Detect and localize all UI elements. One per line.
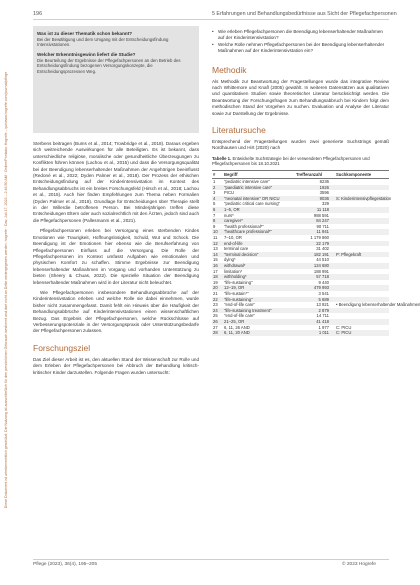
table-cell: terminal care: [224, 246, 249, 252]
info-question-1: Was ist zu dieser Thematik schon bekannt?: [37, 31, 133, 36]
table-cell: 124 680: [295, 263, 335, 269]
table-cell: "end-of-life care": [224, 313, 255, 319]
table-cell: • Beendigung lebenserhaltender Maßnahmen: [336, 302, 420, 308]
table-cell: 182 191: [295, 252, 335, 258]
table-cell: 2 879: [295, 308, 335, 314]
table-header-row: [212, 170, 389, 178]
body-paragraph: Pflegefachpersonen erleben bei Versorgung eines sterbenden Kindes Emotionen wie Traurigkeit, Hoffnungslosigkeit, Schuld, Wut und Schock. Die Beendigung ist der Emotionen hier ebenso wie die Berufserfahrung von Pflegefachpersonen Einfluss auf die Versorgung. Die Rolle der Pflegefachpersonen im Kontext umfasst Aufgaben wie emotionalen und physischen Komfort zu schaffen. Stimme Ergebnisse zur Beendigung lebenserhaltender Maßnahmen im Vorgang und vorhanden Unterstützung zu bieten (Sheery & Chuas, 2022). Die spezielle Situation der Beendigung lebenserhaltender Maßnahmen wird in der Literatur nicht beleuchtet.: [33, 228, 199, 285]
table-cell: 12–19, OR: [223, 285, 295, 291]
research-questions-list: [212, 29, 389, 55]
table-cell: 15: [213, 257, 218, 263]
body-paragraph: Als Methodik zur Beantwortung der Fragestellungen wurde das integrative Review nach Whittemore und Knafl (2005) gewählt. In weiteren Datensätzen aus qualitativen und quantitativen Studien sowie theoretischer Literatur berücksichtigt werden. Die Beantwortung der Forschungsfragen zum Behandlungsabbruch bei Kindern folgt dem methodischen Stand der Vorgehen zu suchen. Evaluation und Analyse der Literatur sowie zur Darstellung der Ergebnisse.: [212, 78, 389, 116]
table-cell: "life-sustaining": [223, 297, 295, 303]
table-cell: 8236: [319, 179, 329, 185]
page-number: 196: [33, 11, 43, 17]
table-row: [212, 330, 389, 336]
table-cell: 84 247: [295, 218, 335, 224]
table-cell: 9036: [295, 196, 335, 202]
table-cell: caregiver*: [223, 218, 295, 224]
table-cell: 90 711: [316, 223, 329, 229]
table-cell: 6, 11, 26 AND: [224, 324, 250, 330]
table-cell: 22 179: [295, 241, 335, 247]
table-cell: 19: [213, 279, 218, 285]
table-cell: 5 689: [295, 297, 335, 303]
table-cell: 3596: [319, 190, 329, 196]
body-paragraph: Entsprechend der Fragestellungen wurden zwei generierte Suchstrings gemäß Nordhausen und Hirt (2020) nach: [212, 139, 389, 151]
table-cell: 9 440: [318, 279, 329, 285]
table-cell: 21: [213, 290, 218, 296]
table-cell: 1: [213, 179, 216, 185]
search-strategy-table: [212, 170, 420, 336]
table-cell: 10: [212, 229, 223, 235]
table-cell: withholding*: [223, 274, 295, 280]
table-cell: "healthcare professional*": [223, 229, 295, 235]
table-cell: 13 921: [316, 302, 329, 308]
table-cell: 1 179 860: [310, 235, 329, 240]
table-cell: 16: [212, 263, 223, 269]
table-cell: 14: [212, 252, 223, 258]
info-box: [33, 26, 199, 133]
table-cell: C: PICU: [335, 330, 389, 336]
table-cell: 3: [213, 190, 216, 196]
table-cell: 57 718: [295, 274, 335, 280]
list-item: • Wie erleben Pflegefachpersonen die Beendigung lebenserhaltender Maßnahmen auf der Kinderintensivstation?: [212, 29, 389, 42]
table-cell: limitation*: [224, 268, 243, 274]
table-cell: 6: [212, 207, 223, 213]
table-cell: "life-sustaining treatment": [223, 308, 295, 314]
table-cell: nurs*: [224, 212, 234, 218]
running-head: 5 Erfahrungen und Behandlungsbedürfnisse aus Sicht der Pflegefachpersonen: [212, 11, 397, 17]
table-cell: "life-sustaining": [224, 279, 253, 285]
section-title-literatursuche: Literatursuche: [212, 125, 266, 136]
table-cell: 1 011: [295, 330, 335, 336]
table-cell: 7: [213, 212, 216, 218]
table-cell: 31 402: [316, 246, 329, 252]
sidebar-copyright-notice: [0, 0, 11, 585]
table-cell: 1926: [295, 185, 335, 191]
table-cell: "pediatric critical care nursing": [224, 201, 281, 207]
table-cell: 17: [213, 268, 218, 274]
left-column: [33, 141, 199, 380]
table-cell: 22: [212, 297, 223, 303]
info-answer-2: Die Beurteilung der Ergebnisse der Pflegefachpersonen an den Betrieb des Entscheidungsfindung bezogenen Versorgungskonzepte, die Entscheidungsprozessen Weg.: [37, 58, 181, 74]
table-cell: 27: [213, 324, 218, 330]
table-header-cell: #: [212, 170, 223, 178]
table-header-cell: Suchkomponente: [335, 170, 389, 178]
list-item: • Welche Rolle nehmen Pflegefachpersonen bei der Beendigung lebenserhaltender Maßnahmen auf der Kinderintensivstation ein?: [212, 42, 389, 55]
body-paragraph: Das Ziel dieser Arbeit ist es, den aktuellen Stand der Wissenschaft zur Rolle und dem Erleben der Pflegefachpersonen bei Abbruch der Behandlung kritisch-kritischer Kinder darzustellen. Folgende Fragen wurden untersucht:: [33, 356, 199, 375]
table-cell: 479 993: [295, 285, 335, 291]
table-cell: 1–5, OR: [223, 207, 295, 213]
table-cell: "pediatric intensive care": [224, 179, 270, 185]
footer-rule: [33, 559, 389, 560]
table-cell: dying*: [224, 257, 236, 263]
table-cell: 329: [322, 201, 329, 207]
table-cell: 11 941: [295, 229, 335, 235]
header-rule: [33, 19, 389, 20]
table-cell: 21–25, OR: [223, 319, 295, 325]
table-cell: C: PICU: [336, 324, 352, 330]
table-cell: PICU: [224, 190, 235, 196]
table-caption-text: Entwickelte Suchstrategie bei der verwendeten Pflegefachpersonen und Pflegefachpersonen bis 18.10.2021: [212, 155, 370, 167]
table-caption: [212, 156, 389, 167]
table-cell: 23: [213, 302, 218, 308]
table-cell: 9: [213, 223, 216, 229]
table-cell: 44 510: [316, 257, 329, 263]
section-title-methodik: Methodik: [212, 64, 247, 75]
table-cell: end-of-life: [223, 241, 295, 247]
table-cell: 28: [212, 330, 223, 336]
table-cell: 13: [213, 246, 218, 252]
table-cell: 6, 11, 20 AND: [223, 330, 295, 336]
sidebar-notice-text: Diese Dokument ist urheberrechtlich geschützt. Die Nutzung ist ausschließlich für den persönlichen Gebrauch bestimmt und darf nicht an Dritte weitergegeben werden. hogrefe · Dav, Juli 17, 2023 – 2:46:50 AM · Online/Printabo: Hogrefe – ipz/www.hogrefe.com/journal/pflege: [4, 71, 8, 509]
info-question-2: Welcher Erkenntnisgewinn liefert die Studie?: [37, 52, 136, 58]
table-cell: 2: [212, 185, 223, 191]
table-cell: 11 118: [295, 207, 335, 213]
journal-citation: Pflege (2023), 36(4), 195–205: [33, 562, 98, 567]
table-cell: 24: [212, 308, 223, 314]
table-cell: 3 541: [318, 290, 329, 296]
table-cell: 188 991: [313, 268, 329, 274]
table-cell: 20: [212, 285, 223, 291]
table-cell: 4: [212, 196, 223, 202]
table-cell: "life-sustain*": [224, 290, 249, 296]
table-cell: 26: [212, 319, 223, 325]
table-cell: "end-of-life care": [224, 302, 255, 308]
table-cell: 18: [212, 274, 223, 280]
info-answer-1: Bei der Bewältigung und dem Umgang mit der Entscheidungsfindung Intensivstationen.: [37, 36, 169, 47]
table-cell: 7–10, OR: [224, 235, 242, 240]
table-cell: 5: [213, 201, 216, 207]
table-cell: "neonatal intensive" OR NICU: [223, 196, 295, 202]
table-cell: 12: [212, 241, 223, 247]
body-paragraph: Wie Pflegefachpersonen insbesondere Behandlungsabbrüche auf der Kinderintensivstation erleben und welche Rolle sie dabei einnehmen, wurde bisher nicht zusammengefasst. Damit fehlt ein Hinweis über die Häufigkeit der Behandlungsabbrüche auf Kinderintensivstationen einen wissenschaftlichen Bezug. Das Ergebnis der Pflegefachpersonen, welche Rückschlüsse auf Verbesserungspotenziale in der Versorgungspraxis oder Unterstützungsbedarfe der Pflegefachpersonen zulassen.: [33, 289, 199, 334]
table-cell: withdrawal*: [223, 263, 295, 269]
table-cell: 14 711: [316, 313, 329, 319]
table-cell: P: Pflegekraft: [335, 252, 389, 258]
table-cell: S: Kinderintensivpflegestation: [336, 195, 392, 201]
table-header-cell: Trefferanzahl: [295, 170, 335, 178]
table-cell: 11: [213, 235, 218, 240]
table-cell: 41 418: [295, 319, 335, 325]
right-column: [212, 29, 420, 336]
copyright: © 2023 Hogrefe: [342, 562, 376, 567]
table-cell: 988 591: [313, 212, 329, 218]
table-cell: "health professional*": [224, 223, 264, 229]
body-paragraph: Sterbens beitragen (Bums et al., 2014; Trowbridge et al., 2018). Daraus ergeben sich weitreichende Auswirkungen für alle Beteiligten. Es ist bekannt, dass unterschiedliche religiöse, moralische oder gesundheitliche Überzeugungen zu Konflikten führen können (Lachou et al., 2015) und dass die Versorgungsqualität bei der Beendigung lebenserhaltender Maßnahmen der Angehörigen beeinflusst (Redoné et al., 2022; Dyden Palmer et al., 2018). Der Prozess der ethischen Entscheidungsfindung auf der Kinderintensivstation im Kontext des Behandlungsabbruchs ist ein breites Forschungsfeld (Hirsch et al., 2018; Lachou et al., 2015). Auch hier finden Empfehlungen zum Thema neben Formalien (Dyden Palmer et al., 2018). Grundlage für Entscheidungen über Therapie stellt in der Willerdie betroffenen Person. Bei Minderjährigen treffen diese Entscheidungen Eltern oder auch sozialrechtlich mit den Ärzten, jedoch sind auch die Pflegefachpersonen (Pallesmanm et al., 2021).: [33, 141, 199, 223]
table-cell: "terminal decision": [223, 252, 295, 258]
table-body: [212, 179, 420, 336]
table-cell: 25: [213, 313, 218, 319]
table-cell: 1 977: [318, 324, 329, 330]
section-title-forschungsziel: Forschungsziel: [33, 342, 91, 353]
table-caption-label: Tabelle 1.: [212, 155, 232, 161]
table-cell: "paediatric intensive care": [223, 185, 295, 191]
table-header-cell: Begriff: [223, 170, 295, 178]
table-cell: 8: [212, 218, 223, 224]
